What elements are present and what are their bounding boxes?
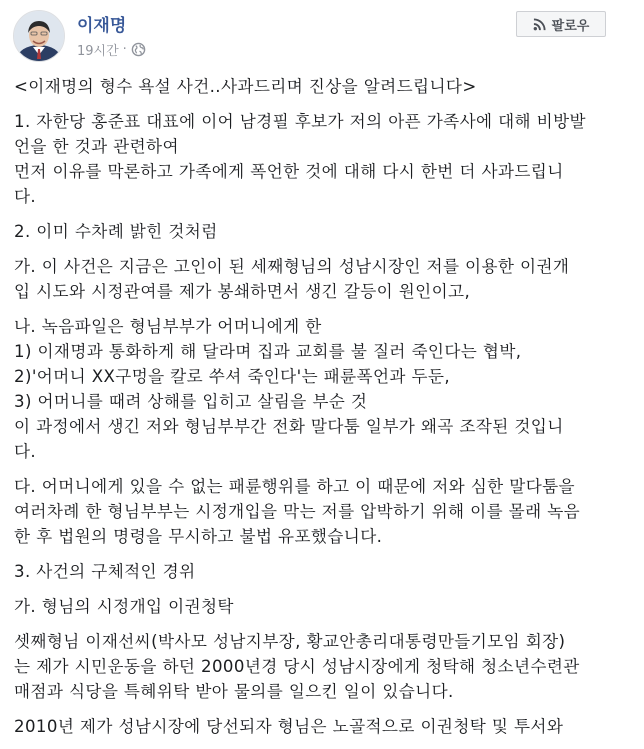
post-paragraph: [14, 254, 632, 304]
post-text-line: 3. 사건의 구체적인 경위: [14, 562, 196, 581]
post-text-line: 2)'어머니 XX구멍을 칼로 쑤셔 죽인다'는 패륜폭언과 두둔,: [14, 367, 451, 386]
follow-button-label: 팔로우: [551, 18, 590, 34]
globe-icon[interactable]: [131, 42, 146, 57]
post-text-line: 1) 이재명과 통화하게 해 달라며 집과 교회를 불 질러 죽인다는 협박,: [14, 342, 522, 361]
rss-icon: [533, 18, 546, 31]
post-text-line: 1. 자한당 홍준표 대표에 이어 남경필 후보가 저의 아픈 가족사에 대해 비방발: [14, 112, 586, 131]
post-text-line: 는 제가 시민운동을 하던 2000년경 당시 성남시장에게 청탁해 청소년수련관: [14, 657, 580, 676]
post-text-line: 3) 어머니를 때려 상해를 입히고 살림을 부순 것: [14, 392, 368, 411]
post-text-line: 한 후 법원의 명령을 무시하고 불법 유포했습니다.: [14, 527, 383, 546]
post-text-line: 2010년 제가 성남시장에 당선되자 형님은 노골적으로 이권청탁 및 투서와: [14, 717, 564, 736]
post-header: [0, 0, 644, 70]
post-text-line: 가. 이 사건은 지금은 고인이 된 세째형님의 성남시장인 저를 이용한 이권개: [14, 257, 570, 276]
post-text-line: 입 시도와 시정관여를 제가 봉쇄하면서 생긴 갈등이 원인이고,: [14, 282, 471, 301]
post-body: [14, 74, 632, 749]
separator-dot: ·: [122, 42, 127, 57]
post-paragraph: [14, 74, 632, 99]
avatar[interactable]: [13, 10, 65, 62]
post-text-line: 셋째형님 이재선씨(박사모 성남지부장, 황교안총리대통령만들기모임 회장): [14, 632, 566, 651]
post-text-line: 언을 한 것과 관련하여: [14, 137, 179, 156]
post-text-line: 다.: [14, 187, 37, 206]
post-text-line: 여러차례 한 형님부부는 시정개입을 막는 저를 압박하기 위해 이를 몰래 녹음: [14, 502, 581, 521]
post-text-line: 매점과 식당을 특혜위탁 받아 물의를 일으킨 일이 있습니다.: [14, 682, 454, 701]
post-text-line: 2. 이미 수차례 밝힌 것처럼: [14, 222, 218, 241]
post-paragraph: [14, 314, 632, 464]
post-paragraph: [14, 219, 632, 244]
post-timestamp[interactable]: 19시간: [77, 44, 119, 59]
post-text-line: 다. 어머니에게 있을 수 없는 패륜행위를 하고 이 때문에 저와 심한 말다툼을: [14, 477, 575, 496]
post-meta: [77, 40, 146, 59]
post-text-line: 먼저 이유를 막론하고 가족에게 폭언한 것에 대해 다시 한번 더 사과드립니: [14, 162, 564, 181]
post-paragraph: [14, 559, 632, 584]
post-paragraph: [14, 474, 632, 549]
post-text-line: 가. 형님의 시정개입 이권청탁: [14, 597, 234, 616]
post-text-line: 이 과정에서 생긴 저와 형님부부간 전화 말다툼 일부가 왜곡 조작된 것입니: [14, 417, 564, 436]
author-name[interactable]: 이재명: [77, 16, 127, 36]
post-text-line: 나. 녹음파일은 형님부부가 어머니에게 한: [14, 317, 322, 336]
post-paragraph: [14, 714, 632, 739]
post-paragraph: [14, 109, 632, 209]
post-paragraph: [14, 629, 632, 704]
post-text-line: <이재명의 형수 욕설 사건..사과드리며 진상을 알려드립니다>: [14, 77, 477, 96]
follow-button[interactable]: [516, 11, 606, 37]
post-text-line: 다.: [14, 442, 37, 461]
post-paragraph: [14, 594, 632, 619]
